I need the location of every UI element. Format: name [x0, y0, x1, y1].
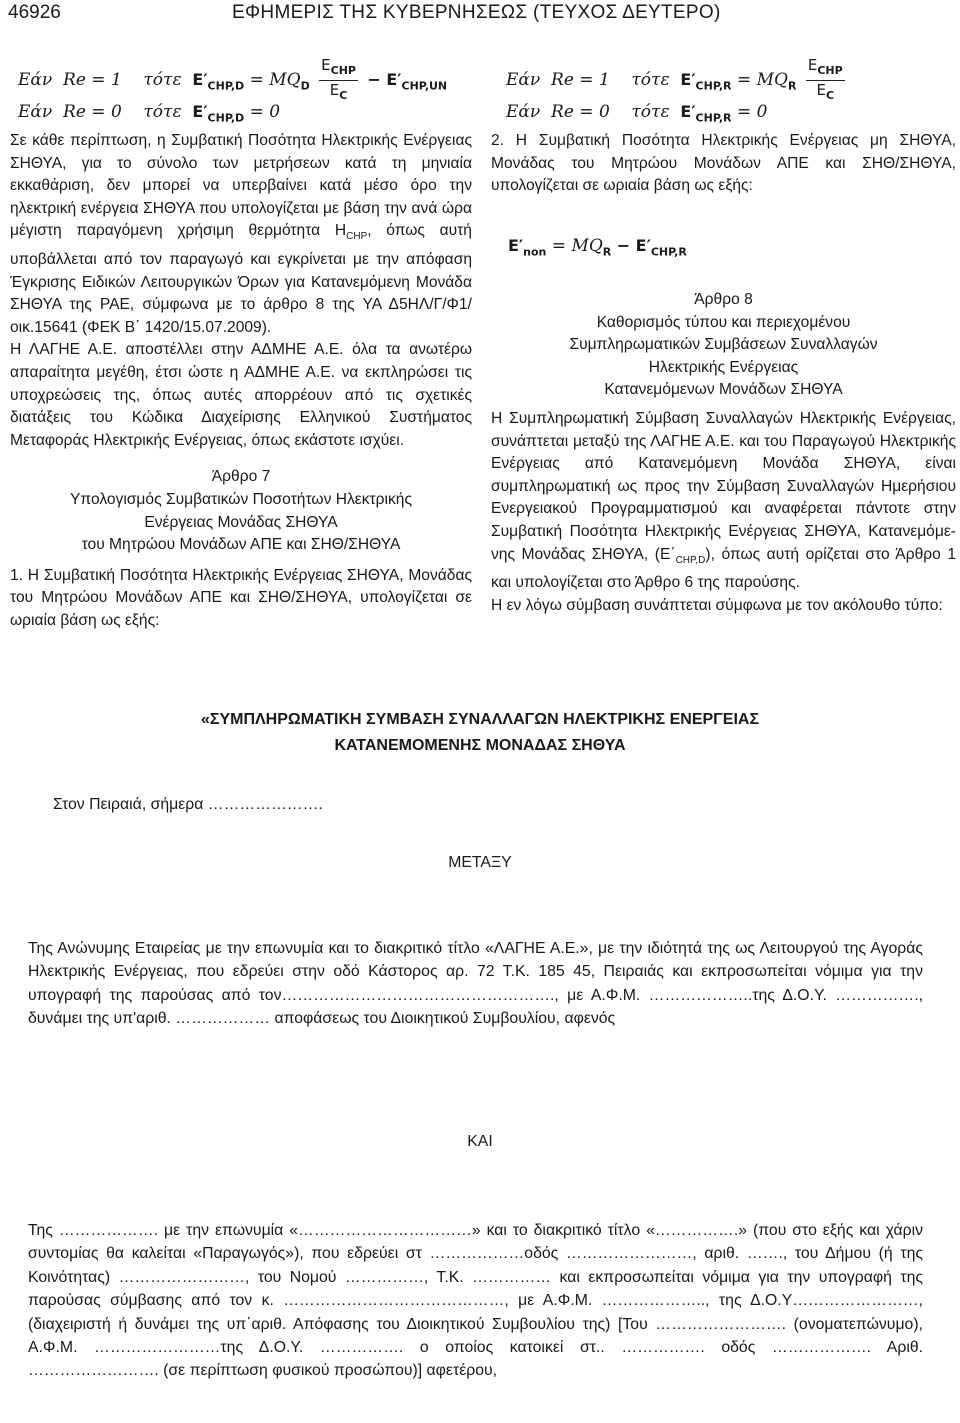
formula-left-1: Εάν Re = 1 τότε $E'_{CHP,D} = MQ_D$ $\frac{E_{CHP}}{E_C}$ − $E'_{CHP,UN}$ [18, 56, 448, 102]
contract-between: ΜΕΤΑΞΥ [448, 854, 512, 871]
article-8-title: Άρθρο 8 [694, 291, 753, 308]
right-paragraph-1: 2. Η Συμβατική Ποσότητα Ηλεκτρικής Ενέργειας μη ΣΗΘΥΑ, Μονάδας του Μητρώου Μονάδων ΑΠΕ και ΣΗΘ/ΣΗΘΥΑ, υπολογίζεται σε ωριαία βάση ως εξής: [491, 132, 956, 195]
left-paragraph-3: 1. Η Συμβατική Ποσότητα Ηλεκτρικής Ενέργειας ΣΗΘΥΑ, Μονάδας του Μητρώου Μονάδων ΑΠΕ και ΣΗΘ/ΣΗΘΥΑ, υπολογίζεται σε ωριαία βάση ως εξής: [10, 566, 472, 629]
contract-and: ΚΑΙ [467, 1133, 493, 1150]
left-paragraph-1: Σε κάθε περίπτωση, η Συμβατική Ποσότητα Ηλεκτρικής Ενέργειας ΣΗΘΥΑ, για το σύνολο των μετρήσεων κατά τη μηνιαία εκκαθάριση, δεν μπορεί να υπερβαίνει κατά μέσο όρο την ηλεκτρική ενέργεια ΣΗΘΥΑ που υπολογίζεται με βάση την ανά ώρα μέγιστη παραγόμενη χρήσιμη θερμότητα $H_{CHP}$, όπως αυτή υποβάλλεται από τον παραγωγό και εγκρίνεται με την απόφαση Έγκρισης Ειδικών Λειτουργικών Όρων για Κατανεμόμενη Μονάδα ΣΗΘΥΑ της ΡΑΕ, σύμφωνα με το άρθρο 8 της ΥΑ Δ5ΗΛ/Γ/Φ1/οικ.15641 (ΦΕΚ Β΄ 1420/15.07.2009). [10, 132, 472, 336]
article-8-heading-1: Καθορισμός τύπου και περιεχομένου [596, 313, 851, 331]
right-column-top [491, 130, 956, 198]
article-7-heading-2: Ενέργειας Μονάδας ΣΗΘΥΑ [144, 513, 338, 531]
gazette-title: ΕΦΗΜΕΡΙΣ ΤΗΣ ΚΥΒΕΡΝΗΣΕΩΣ (ΤΕΥΧΟΣ ΔΕΥΤΕΡΟ) [232, 2, 721, 23]
article-7-heading-1: Υπολογισμός Συμβατικών Ποσοτήτων Ηλεκτρικής [70, 491, 412, 509]
article-8-heading-4: Κατανεμόμενων Μονάδων ΣΗΘΥΑ [604, 381, 843, 399]
contract-party-2: Της ………………. με την επωνυμία «……………………………» και το διακριτικό τίτλο «…………….» (που στο εξής και χάριν συντομίας θα καλείται «Παραγωγός»), που εδρεύει στ ………………οδός ……………………, αριθ. ……., του Δήμου (ή της Κοινότητας) ……………………, του Νομού ……………, Τ.Κ. …………… και εκπροσωπείται νόμιμα για την υπογραφή της παρούσας σύμβασης από τον κ. ……………………………………, με Α.Φ.Μ. ……………….., της Δ.Ο.Υ……………………, (διαχειριστή ή δυνάμει της υπ΄αριθ. Απόφασης του Διοικητικού Συμβουλίου της) [Του ……………………. (ονοματεπώνυμο), Α.Φ.Μ. ……………………της Δ.Ο.Υ. ……………. ο οποίος κατοικεί στ.. ……………. οδός ………………. Αριθ. ……………………. (σε περίπτωση φυσικού προσώπου)] αφετέρου, [28, 1222, 923, 1380]
right-paragraph-3: Η εν λόγω σύμβαση συνάπτεται σύμφωνα με τον ακόλουθο τύπο: [491, 596, 943, 614]
formula-left-2: Εάν Re = 0 τότε $E'_{CHP,D} = 0$ [18, 102, 281, 125]
article-8-heading-2: Συμπληρωματικών Συμβάσεων Συναλλαγών [569, 336, 878, 354]
left-column [10, 130, 472, 633]
contract-title-1: «ΣΥΜΠΛΗΡΩΜΑΤΙΚΗ ΣΥΜΒΑΣΗ ΣΥΝΑΛΛΑΓΩΝ ΗΛΕΚΤΡΙΚΗΣ ΕΝΕΡΓΕΙΑΣ [200, 711, 760, 728]
right-column-article-8 [491, 289, 956, 617]
contract-party-1: Της Ανώνυμης Εταιρείας με την επωνυμία και το διακριτικό τίτλο «ΛΑΓΗΕ Α.Ε.», με την ιδιότητά της ως Λειτουργού της Αγοράς Ηλεκτρικής Ενέργειας, που εδρεύει στην οδό Κάστορος αρ. 72 Τ.Κ. 185 45, Πειραιάς και εκπροσωπείται νόμιμα για την υπογραφή της παρούσας από τον……………………………………………., με Α.Φ.Μ. ………………..της Δ.Ο.Υ. ……………., δυνάμει της υπ'αριθ. ……………… αποφάσεως του Διοικητικού Συμβουλίου, αφενός [28, 940, 923, 1028]
article-7-title: Άρθρο 7 [211, 468, 271, 486]
formula-right-1: Εάν Re = 1 τότε $E'_{CHP,R} = MQ_R$ $\frac{E_{CHP}}{E_C}$ [506, 56, 843, 102]
contract-place-date: Στον Πειραιά, σήμερα …………………. [53, 796, 323, 813]
page-number: 46926 [8, 2, 61, 23]
article-7-heading-3: του Μητρώου Μονάδων ΑΠΕ και ΣΗΘ/ΣΗΘΥΑ [81, 536, 401, 554]
contract-title-2: ΚΑΤΑΝΕΜΟΜΕΝΗΣ ΜΟΝΑΔΑΣ ΣΗΘΥΑ [334, 737, 626, 754]
formula-right-3: $E'_{non} = MQ_R - E'_{CHP,R}$ [508, 236, 687, 259]
right-paragraph-2: Η Συμπληρωματική Σύμβαση Συναλλαγών Ηλεκτρικής Ενέργειας, συνάπτεται μεταξύ της ΛΑΓΗΕ Α.Ε. και του Παραγωγού Ηλεκτρικής Ενέργειας από Κατανεμόμενη Μονάδα ΣΗΘΥΑ, είναι συμπληρωματική ως προς την Σύμβαση Συναλλαγών Ημερήσιου Ενεργειακού Προγραμματισμού και αναφέρεται πάντοτε στην Συμβατική Ποσότητα Ηλεκτρικής Ενέργειας ΣΗΘΥΑ, Κατανεμόμενης Μονάδας ΣΗΘΥΑ, $(E΄_{CHP,D})$, όπως αυτή ορίζεται στο Άρθρο 1 και υπολογίζεται στο Άρθρο 6 της παρούσης. [491, 409, 956, 592]
formula-right-2: Εάν Re = 0 τότε $E'_{CHP,R} = 0$ [506, 102, 768, 125]
left-paragraph-2: Η ΛΑΓΗΕ Α.Ε. αποστέλλει στην ΑΔΜΗΕ Α.Ε. όλα τα ανωτέρω απαραίτητα μεγέθη, έτσι ώστε η ΑΔΜΗΕ Α.Ε. να εκπληρώσει τις υποχρεώσεις της, όπως αυτές απορρέουν από τις σχετικές διατάξεις του Κώδικα Διαχείρισης Ελληνικού Συστήματος Μεταφοράς Ηλεκτρικής Ενέργειας, όπως εκάστοτε ισχύει. [10, 341, 472, 449]
article-8-heading-3: Ηλεκτρικής Ενέργειας [648, 358, 799, 376]
